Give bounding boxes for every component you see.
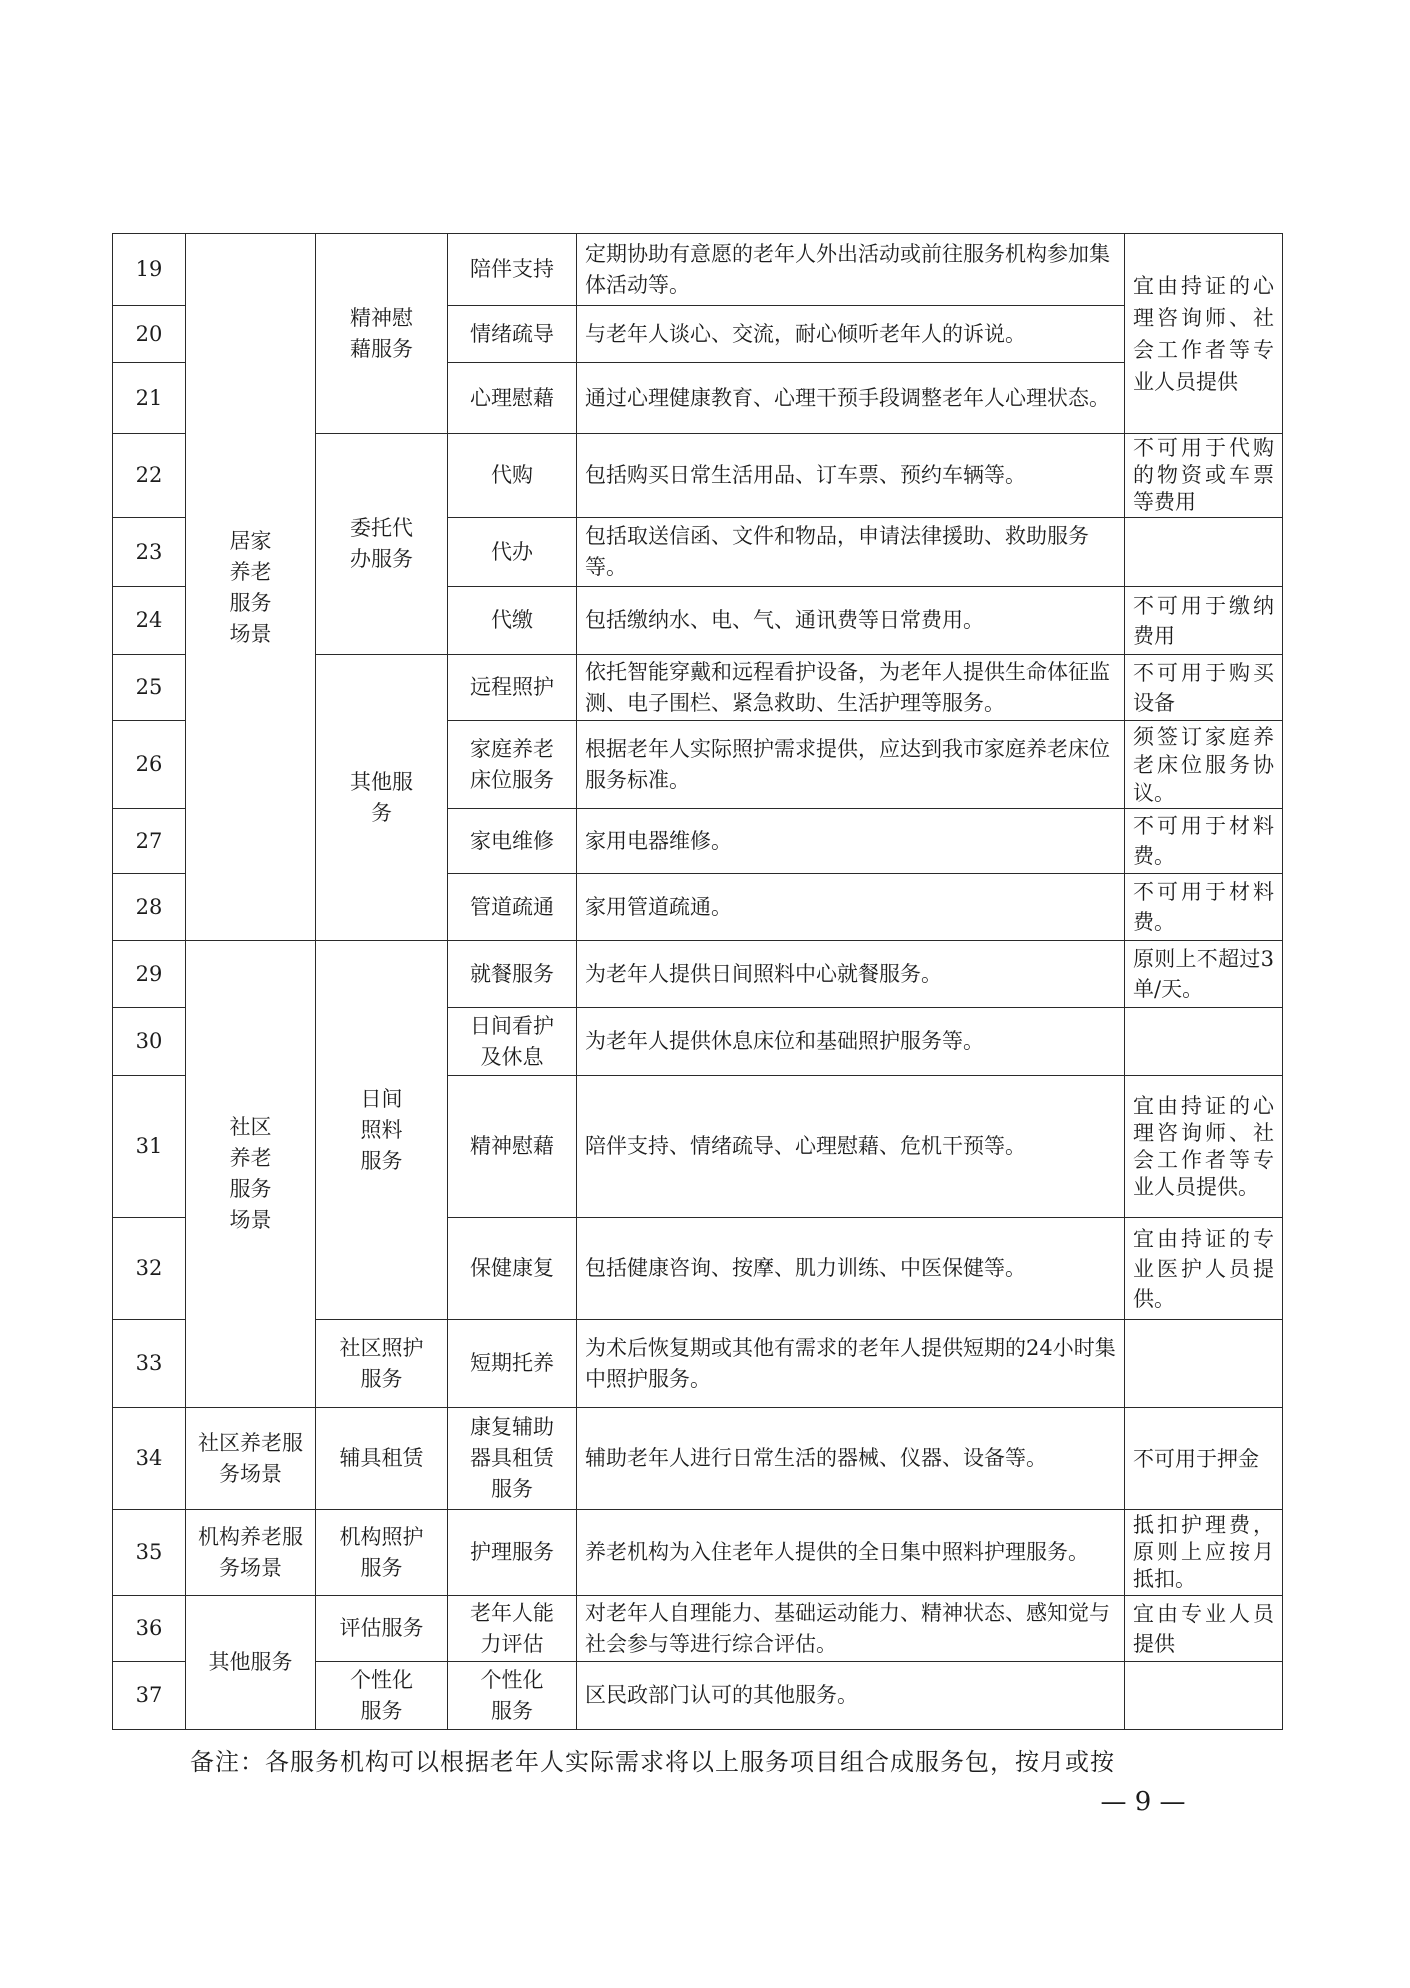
item-name: 家庭养老床位服务 bbox=[448, 721, 577, 809]
row-number: 34 bbox=[113, 1408, 186, 1510]
table-row bbox=[113, 1596, 1283, 1662]
row-number: 35 bbox=[113, 1510, 186, 1596]
row-number: 31 bbox=[113, 1076, 186, 1218]
item-description: 包括购买日常生活用品、订车票、预约车辆等。 bbox=[577, 434, 1125, 518]
item-name: 短期托养 bbox=[448, 1320, 577, 1408]
item-description: 根据老年人实际照护需求提供，应达到我市家庭养老床位服务标准。 bbox=[577, 721, 1125, 809]
note-r27: 不可用于材料费。 bbox=[1125, 809, 1283, 874]
item-description: 为老年人提供日间照料中心就餐服务。 bbox=[577, 941, 1125, 1008]
scene-community-2: 社区养老服务场景 bbox=[186, 1408, 316, 1510]
item-description: 包括健康咨询、按摩、肌力训练、中医保健等。 bbox=[577, 1218, 1125, 1320]
category-personalized: 个性化服务 bbox=[316, 1662, 448, 1730]
note-r28: 不可用于材料费。 bbox=[1125, 874, 1283, 941]
item-description: 与老年人谈心、交流，耐心倾听老年人的诉说。 bbox=[577, 306, 1125, 363]
row-number: 32 bbox=[113, 1218, 186, 1320]
scene-institution: 机构养老服务场景 bbox=[186, 1510, 316, 1596]
item-name: 保健康复 bbox=[448, 1218, 577, 1320]
item-name: 心理慰藉 bbox=[448, 363, 577, 434]
row-number: 26 bbox=[113, 721, 186, 809]
note-r35: 抵扣护理费，原则上应按月抵扣。 bbox=[1125, 1510, 1283, 1596]
note-r36: 宜由专业人员提供 bbox=[1125, 1596, 1283, 1662]
row-number: 25 bbox=[113, 655, 186, 721]
category-assessment: 评估服务 bbox=[316, 1596, 448, 1662]
row-number: 27 bbox=[113, 809, 186, 874]
scene-community: 社区养老服务场景 bbox=[186, 941, 316, 1408]
item-description: 依托智能穿戴和远程看护设备，为老年人提供生命体征监测、电子围栏、紧急救助、生活护理等服务。 bbox=[577, 655, 1125, 721]
item-description: 定期协助有意愿的老年人外出活动或前往服务机构参加集体活动等。 bbox=[577, 234, 1125, 306]
service-items-table bbox=[112, 233, 1283, 1730]
row-number: 23 bbox=[113, 518, 186, 587]
row-number: 37 bbox=[113, 1662, 186, 1730]
item-name: 情绪疏导 bbox=[448, 306, 577, 363]
row-number: 19 bbox=[113, 234, 186, 306]
item-name: 精神慰藉 bbox=[448, 1076, 577, 1218]
item-name: 老年人能力评估 bbox=[448, 1596, 577, 1662]
category-aid-rental: 辅具租赁 bbox=[316, 1408, 448, 1510]
item-description: 家用管道疏通。 bbox=[577, 874, 1125, 941]
category-other: 其他服务 bbox=[316, 655, 448, 941]
row-number: 33 bbox=[113, 1320, 186, 1408]
note-r29: 原则上不超过3单/天。 bbox=[1125, 941, 1283, 1008]
item-description: 对老年人自理能力、基础运动能力、精神状态、感知觉与社会参与等进行综合评估。 bbox=[577, 1596, 1125, 1662]
category-community-care: 社区照护服务 bbox=[316, 1320, 448, 1408]
note-r24: 不可用于缴纳费用 bbox=[1125, 587, 1283, 655]
row-number: 28 bbox=[113, 874, 186, 941]
row-number: 30 bbox=[113, 1008, 186, 1076]
item-name: 陪伴支持 bbox=[448, 234, 577, 306]
remark-text: 备注：各服务机构可以根据老年人实际需求将以上服务项目组合成服务包，按月或按 bbox=[190, 1748, 1115, 1776]
row-number: 29 bbox=[113, 941, 186, 1008]
note-r31: 宜由持证的心理咨询师、社会工作者等专业人员提供。 bbox=[1125, 1076, 1283, 1218]
page-number: — 9 — bbox=[1100, 1787, 1186, 1817]
row-number: 22 bbox=[113, 434, 186, 518]
table-row bbox=[113, 1408, 1283, 1510]
item-name: 管道疏通 bbox=[448, 874, 577, 941]
category-institution-care: 机构照护服务 bbox=[316, 1510, 448, 1596]
item-description: 家用电器维修。 bbox=[577, 809, 1125, 874]
category-spiritual: 精神慰藉服务 bbox=[316, 234, 448, 434]
item-description: 为术后恢复期或其他有需求的老年人提供短期的24小时集中照护服务。 bbox=[577, 1320, 1125, 1408]
item-name: 家电维修 bbox=[448, 809, 577, 874]
note-r19-21: 宜由持证的心理咨询师、社会工作者等专业人员提供 bbox=[1125, 234, 1283, 434]
note-r22: 不可用于代购的物资或车票等费用 bbox=[1125, 434, 1283, 518]
item-description: 包括取送信函、文件和物品，申请法律援助、救助服务等。 bbox=[577, 518, 1125, 587]
item-name: 代购 bbox=[448, 434, 577, 518]
item-name: 代缴 bbox=[448, 587, 577, 655]
note-empty bbox=[1125, 1008, 1283, 1076]
category-daycare: 日间照料服务 bbox=[316, 941, 448, 1320]
note-r26: 须签订家庭养老床位服务协议。 bbox=[1125, 721, 1283, 809]
item-name: 就餐服务 bbox=[448, 941, 577, 1008]
item-description: 包括缴纳水、电、气、通讯费等日常费用。 bbox=[577, 587, 1125, 655]
row-number: 36 bbox=[113, 1596, 186, 1662]
item-name: 护理服务 bbox=[448, 1510, 577, 1596]
item-description: 通过心理健康教育、心理干预手段调整老年人心理状态。 bbox=[577, 363, 1125, 434]
table-row bbox=[113, 941, 1283, 1008]
scene-home: 居家养老服务场景 bbox=[186, 234, 316, 941]
table-row bbox=[113, 1510, 1283, 1596]
note-r25: 不可用于购买设备 bbox=[1125, 655, 1283, 721]
row-number: 21 bbox=[113, 363, 186, 434]
table-row bbox=[113, 234, 1283, 306]
item-name: 日间看护及休息 bbox=[448, 1008, 577, 1076]
scene-other: 其他服务 bbox=[186, 1596, 316, 1730]
item-description: 区民政部门认可的其他服务。 bbox=[577, 1662, 1125, 1730]
item-description: 养老机构为入住老年人提供的全日集中照料护理服务。 bbox=[577, 1510, 1125, 1596]
note-r34: 不可用于押金 bbox=[1125, 1408, 1283, 1510]
row-number: 24 bbox=[113, 587, 186, 655]
item-name: 远程照护 bbox=[448, 655, 577, 721]
item-name: 个性化服务 bbox=[448, 1662, 577, 1730]
note-r32: 宜由持证的专业医护人员提供。 bbox=[1125, 1218, 1283, 1320]
item-description: 陪伴支持、情绪疏导、心理慰藉、危机干预等。 bbox=[577, 1076, 1125, 1218]
item-name: 康复辅助器具租赁服务 bbox=[448, 1408, 577, 1510]
category-entrust: 委托代办服务 bbox=[316, 434, 448, 655]
row-number: 20 bbox=[113, 306, 186, 363]
note-empty bbox=[1125, 1662, 1283, 1730]
item-description: 为老年人提供休息床位和基础照护服务等。 bbox=[577, 1008, 1125, 1076]
item-description: 辅助老年人进行日常生活的器械、仪器、设备等。 bbox=[577, 1408, 1125, 1510]
note-empty bbox=[1125, 1320, 1283, 1408]
note-empty bbox=[1125, 518, 1283, 587]
item-name: 代办 bbox=[448, 518, 577, 587]
